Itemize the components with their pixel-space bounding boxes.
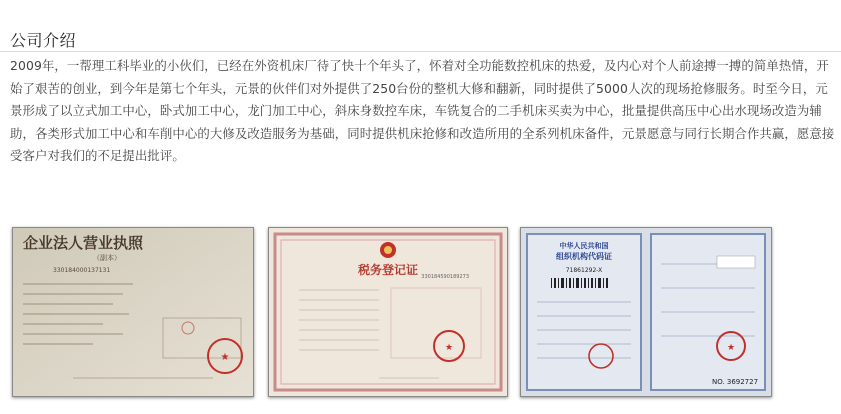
intro-paragraph: 2009年，一帮理工科毕业的小伙们，已经在外资机床厂待了快十个年头了，怀着对全功能数控机床的热爱，及内心对个人前途搏一搏的简单热情，开始了艰苦的创业，到今年是第七个年头，元景的伙伴们对外提供了250台份的整机大修和翻新，同时提供了5000人次的现场抢修服务。时至今日，元景形成了以立式加工中心，卧式加工中心，龙门加工中心，斜床身数控车床，车铣复合的二手机床买卖为中心，批量提供高压中心出水现场改造为辅助，各类形式加工中心和车削中心的大修及改造服务为基础，同时提供机床抢修和改造所用的全系列机床备件，元景愿意与同行长期合作共赢，愿意接受客户对我们的不足提出批评。 [10, 58, 835, 163]
tax-registration-image[interactable] [268, 227, 508, 397]
title-divider [0, 51, 841, 52]
svg-text:（副本）: （副本） [93, 254, 121, 262]
svg-text:★: ★ [220, 352, 230, 363]
svg-text:★: ★ [444, 343, 454, 353]
organization-code-illustration [521, 228, 771, 396]
license-heading: 企业法人营业执照 [23, 234, 144, 252]
svg-text:★: ★ [726, 343, 736, 353]
section-title: 公司介绍 [10, 31, 77, 50]
business-license-image[interactable] [12, 227, 254, 397]
svg-text:71861292-X: 71861292-X [565, 267, 603, 274]
tax-heading: 税务登记证 [357, 263, 419, 277]
svg-text:330184000137131: 330184000137131 [53, 267, 111, 274]
tax-registration-illustration [269, 228, 507, 396]
svg-text:中华人民共和国: 中华人民共和国 [559, 242, 609, 250]
business-license-illustration [13, 228, 253, 396]
svg-text:330184590189273: 330184590189273 [421, 274, 469, 280]
org-code-heading: 组织机构代码证 [556, 252, 612, 261]
certificate-gallery [12, 227, 838, 397]
organization-code-image[interactable] [520, 227, 772, 397]
svg-text:NO. 3692727: NO. 3692727 [711, 378, 759, 386]
